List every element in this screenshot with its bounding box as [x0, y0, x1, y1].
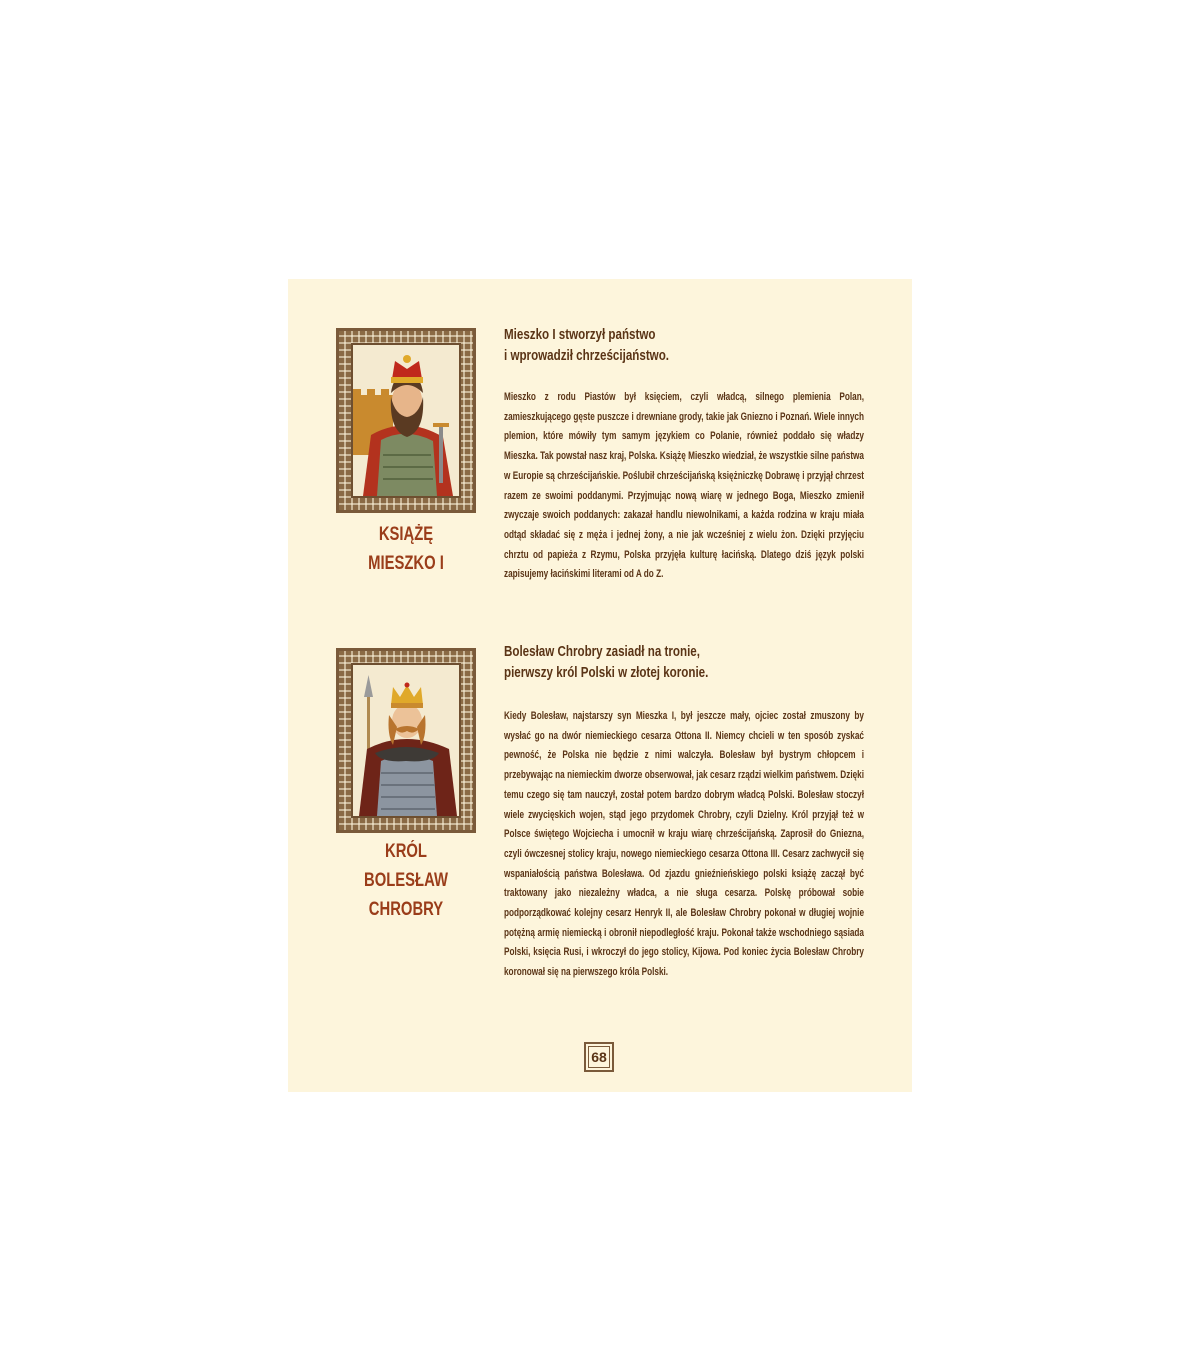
- page-number: 68: [588, 1046, 610, 1068]
- page-number-box: [584, 1042, 614, 1072]
- portrait-frame-mieszko: [336, 328, 476, 513]
- ruler-title-line: CHROBRY: [368, 899, 444, 920]
- section-heading-mieszko: [504, 325, 669, 367]
- heading-line: Bolesław Chrobry zasiadł na tronie,: [504, 644, 700, 660]
- king-boleslaw-portrait: [351, 663, 461, 818]
- heading-line: Mieszko I stworzył państwo: [504, 327, 656, 343]
- section-heading-boleslaw: [504, 642, 708, 684]
- section-body-boleslaw: Kiedy Bolesław, najstarszy syn Mieszka I, był jeszcze mały, ojciec został zmuszony by wysłać go na dwór niemieckiego cesarza Ottona II. Niemcy chcieli w ten sposób zyskać pewność, że Polska nie będzie z nimi walczyła. Bolesław był bystrym chłopcem i przebywając na niemieckim dworze obserwował, jak cesarz rządzi wielkim państwem. Dzięki temu czego się tam nauczył, został potem bardzo dobrym władcą Polski. Bolesław stoczył wiele zwycięskich wojen, stąd jego przydomek Chrobry, czyli Dzielny. Król przyjął też w Polsce świętego Wojciecha i umocnił w kraju wiarę chrześcijańską. Zaprosił do Gniezna, czyli ówczesnej stolicy kraju, nowego niemieckiego cesarza Ottona III. Cesarz zachwycił się wspaniałością państwa Bolesława. Od zjazdu gnieźnieńskiego polski książę zaczął być traktowany jako niezależny władca, a nie sługa cesarza. Polskę próbował sobie podporządkować kolejny cesarz Henryk II, ale Bolesław Chrobry pokonał w długiej wojnie potężną armię niemiecką i obronił niepodległość kraju. Pokonał także wschodniego sąsiada Polski, księcia Rusi, i wkroczył do jego stolicy, Kijowa. Pod koniec życia Bolesław Chrobry koronował się na pierwszego króla Polski.: [504, 710, 864, 979]
- heading-line: i wprowadził chrześcijaństwo.: [504, 348, 670, 364]
- ruler-title-mieszko: [344, 520, 469, 578]
- ruler-title-boleslaw: [344, 837, 469, 924]
- ruler-title-line: BOLESŁAW: [364, 870, 448, 891]
- ruler-title-line: KRÓL: [385, 841, 427, 862]
- ruler-title-line: MIESZKO I: [368, 553, 444, 574]
- ruler-title-line: KSIĄŻĘ: [378, 524, 434, 545]
- duke-mieszko-portrait: [351, 343, 461, 498]
- section-body-mieszko: Mieszko z rodu Piastów był księciem, czyli władcą, silnego plemienia Polan, zamieszkującego gęste puszcze i drewniane grody, takie jak Gniezno i Poznań. Wiele innych plemion, które mówiły tym samym językiem co Polanie, również poddało się władzy Mieszka. Tak powstał nasz kraj, Polska. Książę Mieszko wiedział, że wszystkie silne państwa w Europie są chrześcijańskie. Poślubił chrześcijańską księżniczkę Dobrawę i przyjął chrzest razem ze swoimi poddanymi. Przyjmując nową wiarę w jednego Boga, Mieszko zmienił zwyczaje swoich poddanych: zakazał handlu niewolnikami, a każda rodzina w kraju miała odtąd składać się z męża i jednej żony, a nie jak wcześniej z wielu żon. Dzięki przyjęciu chrztu od papieża z Rzymu, Polska przyjęła kulturę łacińską. Dlatego dziś język polski zapisujemy łacińskimi literami od A do Z.: [504, 391, 864, 581]
- heading-line: pierwszy król Polski w złotej koronie.: [504, 665, 709, 681]
- portrait-frame-boleslaw: [336, 648, 476, 833]
- book-page: [288, 279, 912, 1092]
